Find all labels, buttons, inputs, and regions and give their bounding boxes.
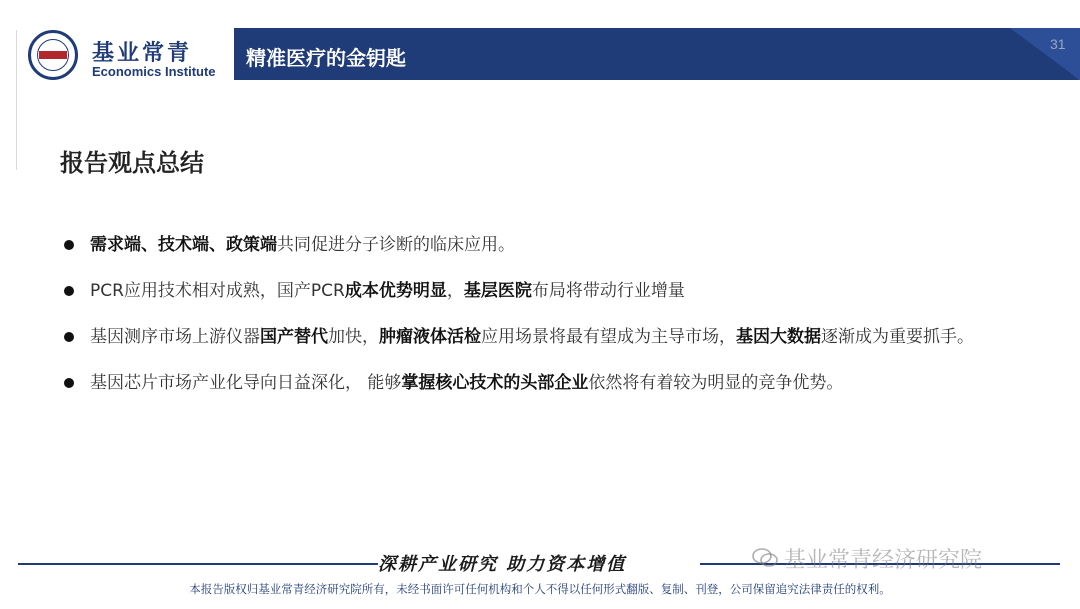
bullet-text: 逐渐成为重要抓手。 (821, 327, 974, 347)
watermark-text: 基业常青经济研究院 (784, 548, 983, 573)
bullet-item (60, 314, 1050, 360)
bullet-text: 加快， (328, 327, 379, 347)
bullet-text: 布局将带动行业增量 (531, 281, 685, 301)
bullet-emphasis: 需求端、技术端、政策端 (90, 235, 277, 255)
bullet-dot-icon (64, 286, 74, 296)
bullet-list (60, 222, 1050, 406)
slide-title: 精准医疗的金钥匙 (246, 46, 406, 70)
footer-rule-left (18, 563, 378, 565)
bullet-item (60, 222, 1050, 268)
page-number: 31 (1050, 36, 1066, 52)
bullet-emphasis: 基层医院 (463, 281, 532, 301)
copyright-notice: 本报告版权归基业常青经济研究院所有，未经书面许可任何机构和个人不得以任何形式翻版、复制、刊登，公司保留追究法律责任的权利。 (189, 582, 891, 596)
bullet-emphasis: 成本优势明显 (344, 281, 447, 301)
section-heading: 报告观点总结 (60, 149, 204, 177)
footer-slogan: 深耕产业研究 助力资本增值 (378, 554, 627, 575)
bullet-text: ， (446, 281, 464, 301)
bullet-text: 基因测序市场上游仪器 (90, 327, 260, 347)
bullet-emphasis: 基因大数据 (736, 327, 821, 347)
wechat-icon (752, 547, 778, 575)
bullet-text: 依然将有着较为明显的竞争优势。 (588, 373, 844, 393)
bullet-text: 应用场景将最有望成为主导市场， (481, 327, 736, 347)
logo-english-name: Economics Institute (92, 64, 216, 79)
bullet-dot-icon (64, 378, 74, 388)
bullet-text: 基因芯片市场产业化导向日益深化， 能够 (90, 373, 402, 393)
bullet-text: PCR应用技术相对成熟，国产PCR (90, 281, 345, 301)
bullet-emphasis: 肿瘤液体活检 (379, 327, 481, 347)
bullet-text: 共同促进分子诊断的临床应用。 (277, 235, 515, 255)
bullet-dot-icon (64, 332, 74, 342)
bullet-emphasis: 掌握核心技术的头部企业 (401, 373, 589, 393)
logo-chinese-name: 基业常青 (92, 40, 193, 66)
institute-logo-seal (28, 30, 78, 80)
bullet-item (60, 268, 1050, 314)
bullet-emphasis: 国产替代 (260, 327, 328, 347)
side-divider (16, 30, 17, 170)
bullet-item (60, 360, 1050, 406)
wechat-watermark (752, 543, 982, 575)
bullet-dot-icon (64, 240, 74, 250)
